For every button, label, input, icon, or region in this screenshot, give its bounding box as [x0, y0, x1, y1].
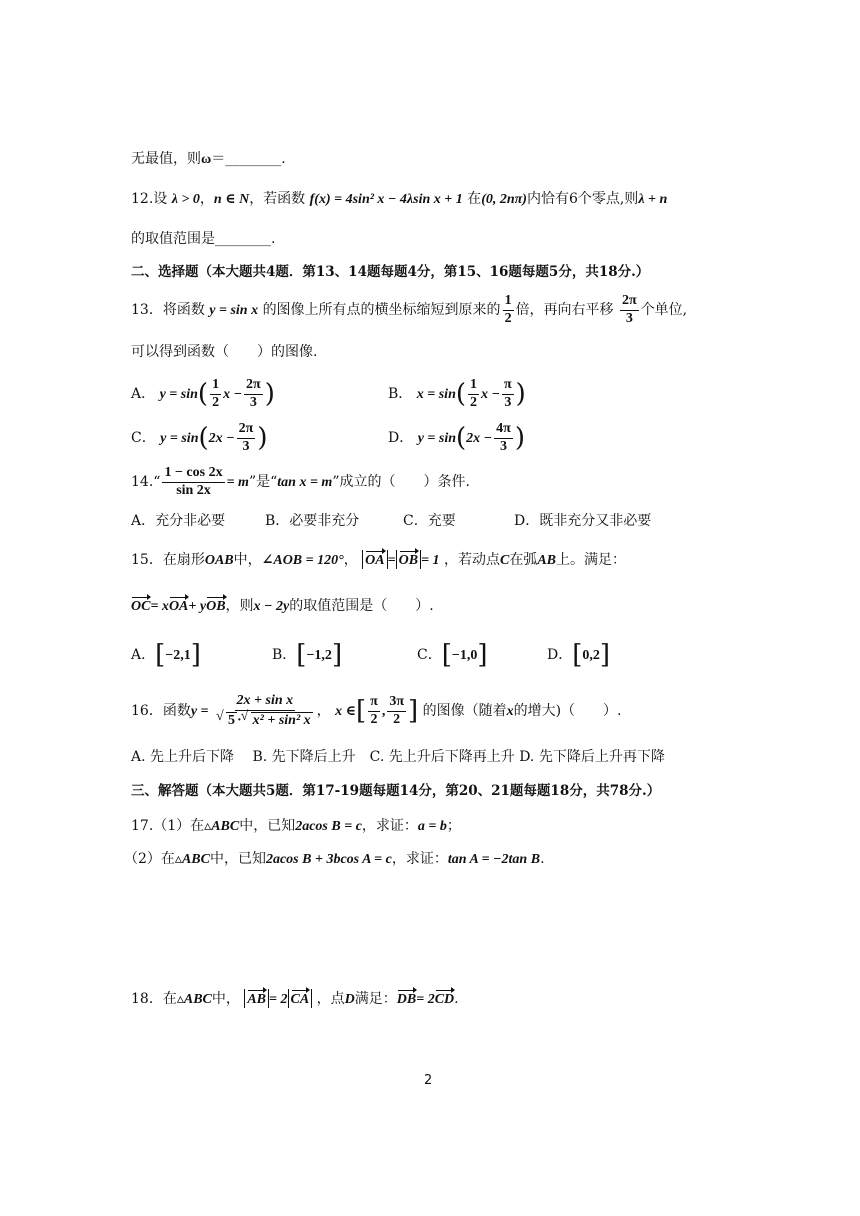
section-2-title: 二、选择题（本大题共4题．第13、14题每题4分，第15、16题每题5分，共18分.） [131, 264, 650, 280]
q16-function-fraction: 2x + sin x √ 5 ·√ x² + sin² x [215, 694, 315, 728]
q18-line1: 18．在▵ABC中， AB = 2 CA ，点D满足：DB= 2CD. [131, 991, 459, 1007]
q13-shift-fraction: $\frac{2\pi}{3}$ [622, 293, 637, 326]
q13-half-fraction: $\frac{1}{2}$ [504, 293, 512, 326]
q16-line1: 16．函数y = 2x + sin x √ 5 ·√ x² + sin² x ， x ∈[ $\frac{\pi}{2}$ , $\frac{3\pi}{2}$ ] 的图像（随着x的增大)（ ）. [131, 694, 622, 728]
q13-line2: 可以得到函数（ ）的图像. [131, 344, 318, 360]
q14-option-b: B．必要非充分 [265, 513, 360, 529]
q13-line1: 13．将函数 y = sin x 的图像上所有点的横坐标缩短到原来的 $\frac{1}{2}$ 倍，再向右平移 $\frac{2\pi}{3}$ 个单位, [131, 293, 688, 326]
q13-option-c: C． y = sin(2x − $\frac{2\pi}{3}$ ) [131, 421, 268, 454]
q15-line1: 15．在扇形OAB中，∠AOB = 120°， OA = OB = 1 ，若动点C在弧AB上。满足： [131, 552, 627, 568]
q14-option-a: A．充分非必要 [131, 513, 226, 529]
q15-option-d: D．[0,2] [547, 640, 611, 670]
q13-option-d: D． y = sin(2x − $\frac{4\pi}{3}$ ) [388, 421, 525, 454]
q13-option-a: A． y = sin( $\frac{1}{2}$ x − $\frac{2\pi}{3}$ ) [131, 377, 275, 410]
q12-line1: 12.设 λ > 0，n ∈ N，若函数 f(x) = 4sin² x − 4λsin x + 1 在(0, 2nπ)内恰有6个零点,则λ + n [131, 191, 668, 207]
q15-line2: OC= xOA+ yOB，则x − 2y的取值范围是（ ）. [131, 598, 434, 614]
q12-function: f(x) = 4sin² x − 4λsin x + 1 [309, 192, 463, 207]
q14-line1: 14.“ $\frac{1 - \cos 2x}{\sin 2x}$ = m”是“tan x = m”成立的（ ）条件. [131, 465, 470, 498]
q14-fraction: $\frac{1 - \cos 2x}{\sin 2x}$ [164, 465, 223, 498]
q15-option-a: A．[−2,1] [131, 640, 201, 670]
section-3-title: 三、解答题（本大题共5题．第17-19题每题14分，第20、21题每题18分，共78分.） [131, 783, 661, 799]
q17-part2: （2）在▵ABC中，已知2acos B + 3bcos A = c，求证：tan A = −2tan B. [124, 851, 545, 867]
q16-options: A. 先上升后下降 B. 先下降后上升 C. 先上升后下降再上升 D. 先下降后上升再下降 [131, 749, 665, 765]
q14-option-d: D．既非充分又非必要 [514, 513, 652, 529]
q12-line2: 的取值范围是________. [131, 231, 276, 247]
page-number: 2 [424, 1073, 433, 1088]
q11-tail: 无最值，则ω＝________. [131, 151, 286, 167]
q14-option-c: C．充要 [403, 513, 456, 529]
q15-option-c: C．[−1,0] [417, 640, 488, 670]
q17-part1: 17.（1）在▵ABC中，已知2acos B = c，求证：a = b； [131, 818, 461, 834]
q13-option-b: B． x = sin( $\frac{1}{2}$ x − $\frac{\pi}{3}$ ) [388, 377, 526, 410]
q15-option-b: B．[−1,2] [272, 640, 343, 670]
